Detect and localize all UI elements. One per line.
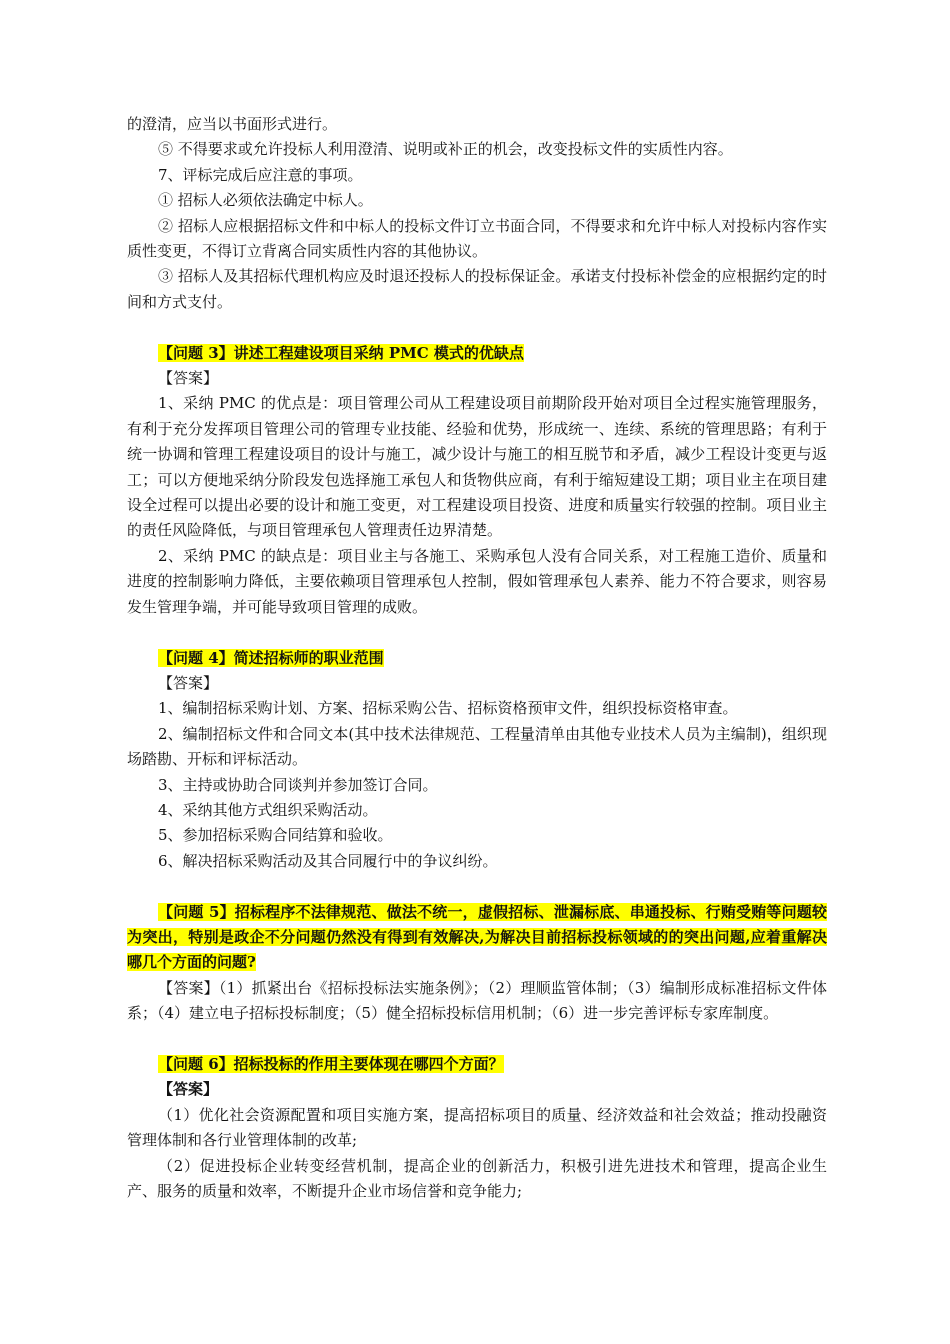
spacer: [127, 1027, 827, 1052]
q5-heading: [127, 900, 827, 976]
q4-heading: [127, 646, 827, 671]
q3-answer-label: 【答案】: [158, 369, 219, 388]
q4-item: 6、解决招标采购活动及其合同履行中的争议纠纷。: [158, 851, 498, 870]
paragraph-item5: ⑤ 不得要求或允许投标人利用澄清、说明或补正的机会，改变投标文件的实质性内容。: [158, 140, 733, 159]
q3-title: 【问题 3】讲述工程建设项目采纳 PMC 模式的优缺点: [158, 343, 524, 362]
q3-paragraph-2: 2、采纳 PMC 的缺点是：项目业主与各施工、采购承包人没有合同关系，对工程施工造价、质量和进度的控制影响力降低，主要依赖项目管理承包人控制，假如管理承包人素养、能力不符合要求，则容易发生管理争端，并可能导致项目管理的成败。: [127, 546, 827, 616]
paragraph-item7-title: 7、评标完成后应注意的事项。: [158, 165, 363, 184]
spacer: [127, 874, 827, 899]
q4-item: 1、编制招标采购计划、方案、招标采购公告、招标资格预审文件，组织投标资格审查。: [158, 699, 738, 718]
document-page: [127, 112, 827, 1204]
q4-item: 4、采纳其他方式组织采购活动。: [158, 800, 378, 819]
q6-paragraph-1: （1）优化社会资源配置和项目实施方案，提高招标项目的质量、经济效益和社会效益；推动投融资管理体制和各行业管理体制的改革;: [127, 1105, 827, 1150]
spacer: [127, 620, 827, 645]
q5-answer-label: 【答案】: [158, 978, 219, 997]
q6-heading: [127, 1052, 827, 1077]
q6-title: 【问题 6】招标投标的作用主要体现在哪四个方面？: [158, 1054, 504, 1073]
q5-answer: [127, 976, 827, 1027]
paragraph-sub1: ① 招标人必须依法确定中标人。: [158, 191, 373, 210]
q4-item: 3、主持或协助合同谈判并参加签订合同。: [158, 775, 438, 794]
q4-answer-label: 【答案】: [158, 673, 219, 692]
q5-answer-text: （1）抓紧出台《招标投标法实施条例》；（2）理顺监管体制；（3）编制形成标准招标文件体系；（4）建立电子招标投标制度；（5）健全招标投标信用机制；（6）进一步完善评标专家库制度。: [127, 978, 827, 1023]
q5-title: 【问题 5】招标程序不法律规范、做法不统一，虚假招标、泄漏标底、串通投标、行贿受贿等问题较为突出，特别是政企不分问题仍然没有得到有效解决,为解决目前招标投标领域的的突出问题,应着重解决哪几个方面的问题?: [127, 902, 827, 972]
q4-title: 【问题 4】简述招标师的职业范围: [158, 648, 384, 667]
q6-paragraph-2: （2）促进投标企业转变经营机制，提高企业的创新活力，积极引进先进技术和管理，提高企业生产、服务的质量和效率，不断提升企业市场信誉和竞争能力;: [127, 1156, 827, 1200]
q3-paragraph-1: 1、采纳 PMC 的优点是：项目管理公司从工程建设项目前期阶段开始对项目全过程实施管理服务，有利于充分发挥项目管理公司的管理专业技能、经验和优势，形成统一、连续、系统的管理思路；有利于统一协调和管理工程建设项目的设计与施工，减少设计与施工的相互脱节和矛盾，减少工程设计变更与返工；可以方便地采纳分阶段发包选择施工承包人和货物供应商，有利于缩短建设工期；项目业主在项目建设全过程可以提出必要的设计和施工变更，对工程建设项目投资、进度和质量实行较强的控制。项目业主的责任风险降低，与项目管理承包人管理责任边界清楚。: [127, 394, 827, 540]
paragraph-sub3: ③ 招标人及其招标代理机构应及时退还投标人的投标保证金。承诺支付投标补偿金的应根据约定的时间和方式支付。: [127, 267, 827, 311]
q6-answer-label: 【答案】: [158, 1080, 219, 1099]
q4-item: 5、参加招标采购合同结算和验收。: [158, 826, 393, 845]
q4-item: 2、编制招标文件和合同文本(其中技术法律规范、工程量清单由其他专业技术人员为主编制)，组织现场踏勘、开标和评标活动。: [127, 724, 827, 769]
paragraph-clarification-cont: 的澄清，应当以书面形式进行。: [127, 115, 338, 133]
paragraph-sub2: ② 招标人应根据招标文件和中标人的投标文件订立书面合同，不得要求和允许中标人对投标内容作实质性变更，不得订立背离合同实质性内容的其他协议。: [127, 216, 827, 261]
q3-heading: [127, 341, 827, 366]
spacer: [127, 315, 827, 340]
